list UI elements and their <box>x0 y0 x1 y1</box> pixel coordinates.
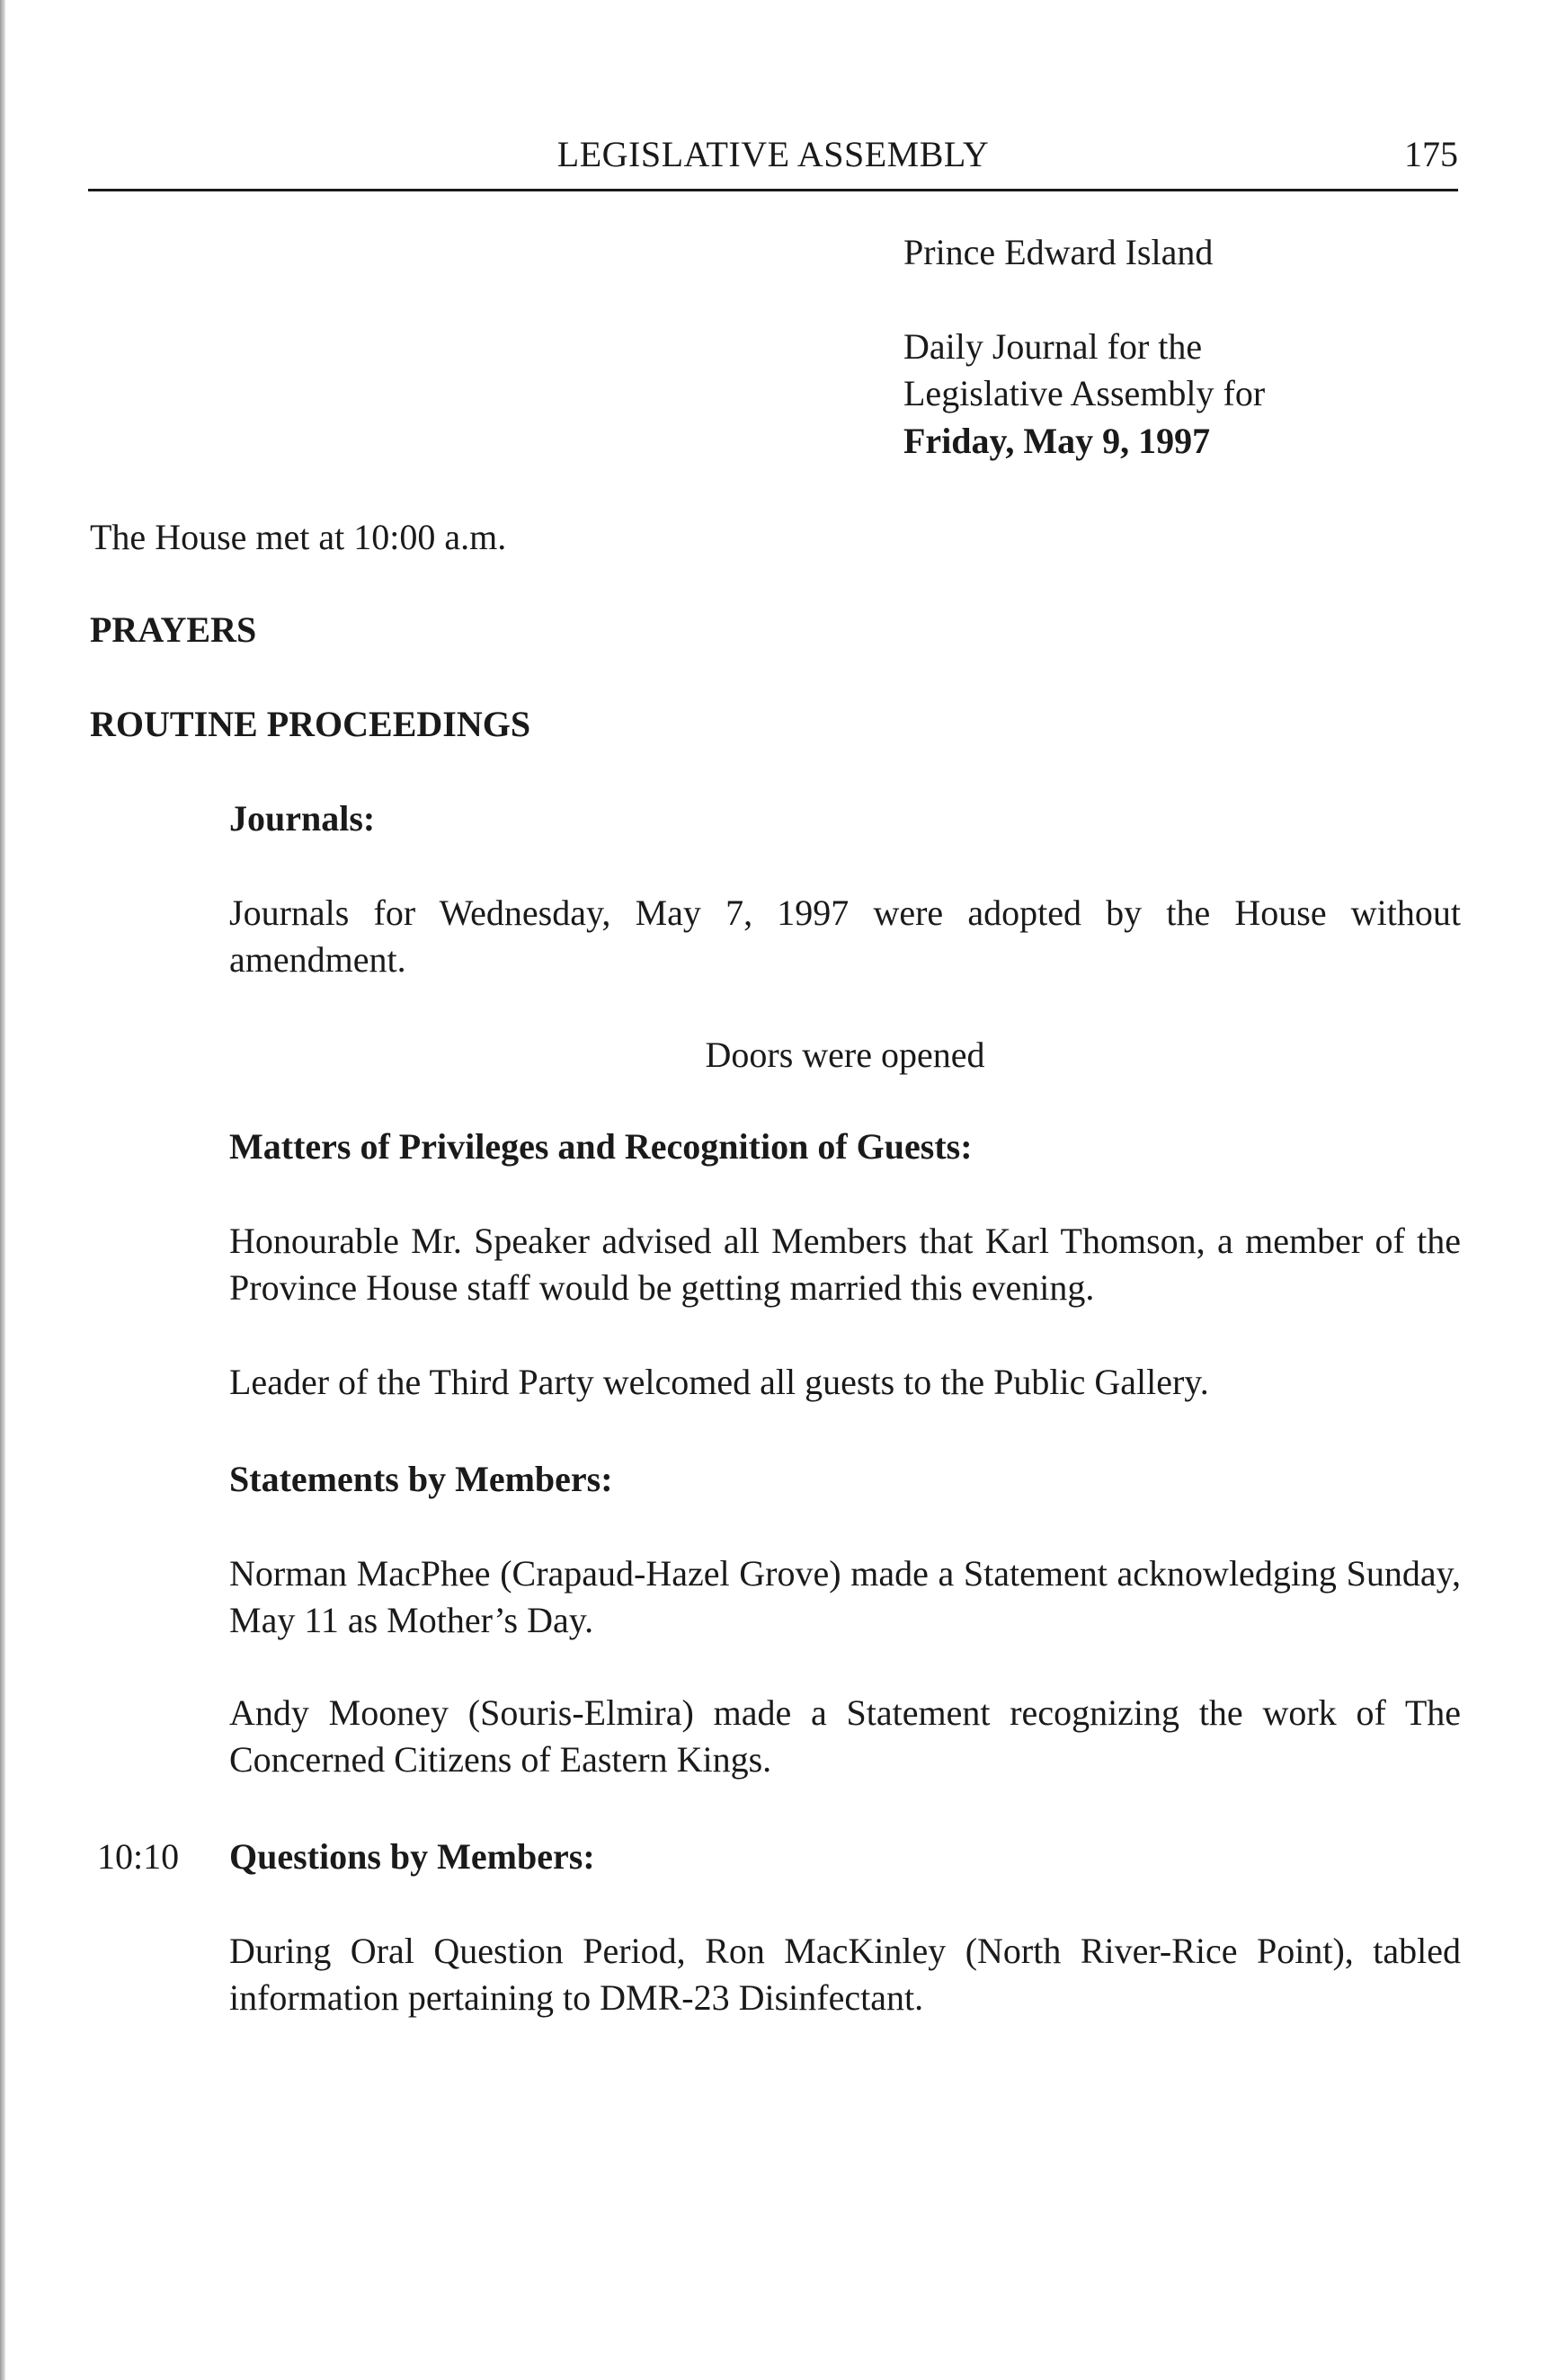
routine-proceedings-heading: ROUTINE PROCEEDINGS <box>90 704 531 744</box>
journals-text: Journals for Wednesday, May 7, 1997 were adopted by the House without amendment. <box>229 892 1461 980</box>
journal-date: Friday, May 9, 1997 <box>903 421 1211 461</box>
journal-title-line1: Daily Journal for the <box>903 326 1203 367</box>
page-number: 175 <box>1404 134 1458 174</box>
question-period-text: During Oral Question Period, Ron MacKinley (North River-Rice Point), tabled information pertaining to DMR-23 Disinfectant. <box>229 1931 1461 2018</box>
opening-time: The House met at 10:00 a.m. <box>90 517 507 557</box>
doors-opened: Doors were opened <box>705 1035 985 1075</box>
questions-time: 10:10 <box>97 1836 180 1877</box>
journals-heading: Journals: <box>229 798 376 839</box>
statement-mooney: Andy Mooney (Souris-Elmira) made a Statement recognizing the work of The Concerned Citizens of Eastern Kings. <box>229 1692 1461 1780</box>
prayers-heading: PRAYERS <box>90 609 257 650</box>
third-party-welcome: Leader of the Third Party welcomed all guests to the Public Gallery. <box>229 1362 1209 1402</box>
page-edge-shadow <box>0 0 5 2380</box>
province-name: Prince Edward Island <box>903 232 1214 272</box>
statement-macphee: Norman MacPhee (Crapaud-Hazel Grove) made a Statement acknowledging Sunday, May 11 as Mother’s Day. <box>229 1553 1461 1640</box>
speaker-announcement: Honourable Mr. Speaker advised all Members that Karl Thomson, a member of the Province House staff would be getting married this evening. <box>229 1221 1461 1308</box>
running-header <box>88 126 1458 191</box>
running-title: LEGISLATIVE ASSEMBLY <box>556 134 990 174</box>
statements-heading: Statements by Members: <box>229 1459 613 1499</box>
questions-heading: Questions by Members: <box>229 1836 595 1877</box>
journal-title-line2: Legislative Assembly for <box>903 373 1266 413</box>
privileges-heading: Matters of Privileges and Recognition of Guests: <box>229 1126 973 1167</box>
